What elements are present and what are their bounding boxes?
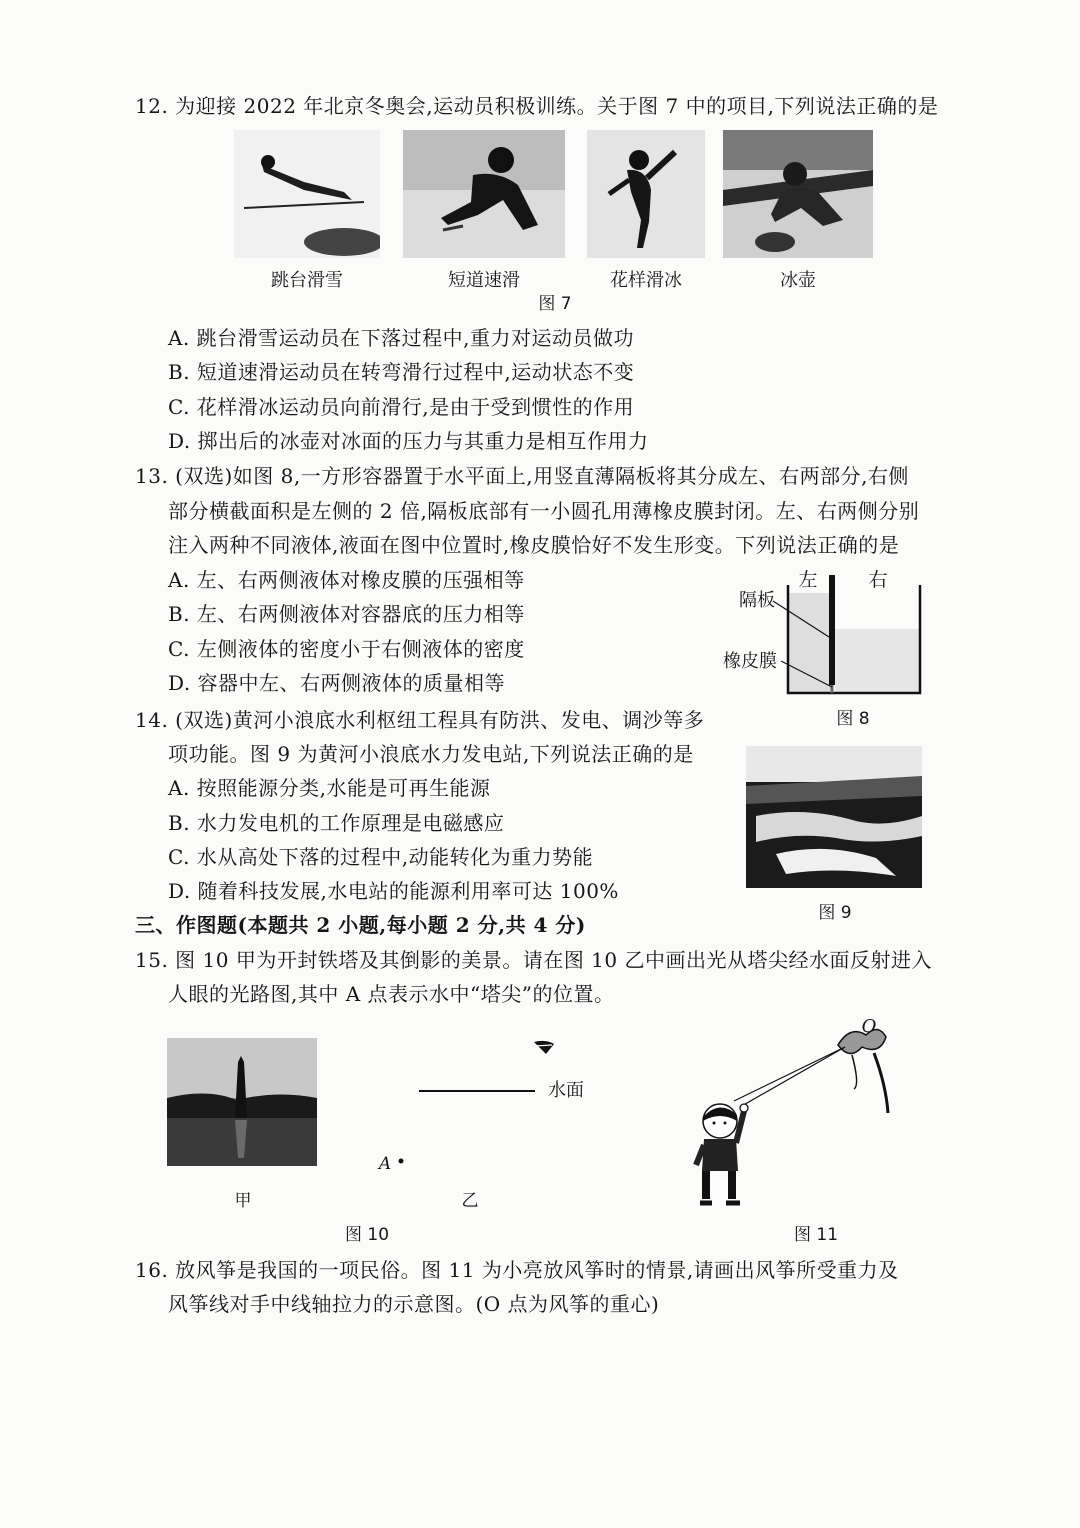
photo-label-figure-skating: 花样滑冰 — [610, 270, 682, 291]
fig8-right-label: 右 — [868, 569, 888, 591]
question-13-stem-line3: 注入两种不同液体,液面在图中位置时,橡皮膜恰好不发生形变。下列说法正确的是 — [168, 533, 900, 557]
water-surface-label: 水面 — [548, 1080, 584, 1101]
q12-option-b: B. 短道速滑运动员在转弯滑行过程中,运动状态不变 — [168, 360, 635, 384]
fig8-membrane-label: 橡皮膜 — [723, 651, 777, 672]
figure-10-yi-diagram — [370, 1030, 610, 1180]
question-14-stem-line2: 项功能。图 9 为黄河小浪底水力发电站,下列说法正确的是 — [168, 742, 694, 766]
photo-label-short-track: 短道速滑 — [448, 270, 520, 291]
question-13-stem-line2: 部分横截面积是左侧的 2 倍,隔板底部有一小圆孔用薄橡皮膜封闭。左、右两侧分别 — [168, 499, 920, 523]
question-13-stem-line1: 13. (双选)如图 8,一方形容器置于水平面上,用竖直薄隔板将其分成左、右两部分,右侧 — [135, 464, 909, 488]
kite-point-o-label: O — [861, 1016, 877, 1037]
partition-board — [829, 575, 835, 685]
q14-option-c: C. 水从高处下落的过程中,动能转化为重力势能 — [168, 845, 594, 869]
fig10-yi-label: 乙 — [461, 1191, 479, 1211]
q13-option-c: C. 左侧液体的密度小于右侧液体的密度 — [168, 637, 525, 661]
q12-option-d: D. 掷出后的冰壶对冰面的压力与其重力是相互作用力 — [168, 429, 649, 453]
question-12-stem: 12. 为迎接 2022 年北京冬奥会,运动员积极训练。关于图 7 中的项目,下列说法正确的是 — [135, 94, 939, 118]
eye-icon — [534, 1041, 554, 1054]
q14-option-a: A. 按照能源分类,水能是可再生能源 — [168, 776, 491, 800]
figure-10-caption: 图 10 — [344, 1225, 390, 1245]
hydropower-station-photo — [746, 746, 922, 888]
point-a-label: A — [378, 1154, 392, 1174]
q12-option-a: A. 跳台滑雪运动员在下落过程中,重力对运动员做功 — [168, 326, 635, 350]
photo-label-curling: 冰壶 — [780, 270, 816, 291]
photo-label-ski-jumping: 跳台滑雪 — [271, 270, 343, 291]
figure-11-kite-diagram — [690, 1015, 900, 1215]
q14-option-d: D. 随着科技发展,水电站的能源利用率可达 100% — [168, 879, 619, 903]
right-liquid — [835, 629, 920, 693]
figure-11-caption: 图 11 — [793, 1225, 839, 1245]
left-liquid — [788, 593, 831, 693]
q14-option-b: B. 水力发电机的工作原理是电磁感应 — [168, 811, 505, 835]
question-14-stem-line1: 14. (双选)黄河小浪底水利枢纽工程具有防洪、发电、调沙等多 — [135, 708, 705, 732]
ski-jumping-photo — [234, 130, 380, 258]
question-15-stem-line2: 人眼的光路图,其中 A 点表示水中“塔尖”的位置。 — [168, 982, 615, 1006]
curling-photo — [723, 130, 873, 258]
iron-tower-photo — [167, 1038, 317, 1166]
question-16-stem-line2: 风筝线对手中线轴拉力的示意图。(O 点为风筝的重心) — [168, 1292, 660, 1316]
fig10-jia-label: 甲 — [234, 1191, 252, 1211]
section-3-heading: 三、作图题(本题共 2 小题,每小题 2 分,共 4 分) — [135, 913, 586, 937]
point-a-dot — [399, 1159, 404, 1164]
figure-skating-photo — [587, 130, 705, 258]
boy-figure — [696, 1104, 748, 1203]
fig8-partition-label: 隔板 — [739, 590, 775, 611]
fig8-left-label: 左 — [798, 569, 818, 591]
q13-option-b: B. 左、右两侧液体对容器底的压力相等 — [168, 602, 525, 626]
question-16-stem-line1: 16. 放风筝是我国的一项民俗。图 11 为小亮放风筝时的情景,请画出风筝所受重力及 — [135, 1258, 899, 1282]
q13-option-a: A. 左、右两侧液体对橡皮膜的压强相等 — [168, 568, 525, 592]
short-track-photo — [403, 130, 565, 258]
figure-9-caption: 图 9 — [818, 903, 852, 923]
figure-8-caption: 图 8 — [836, 709, 870, 729]
q13-option-d: D. 容器中左、右两侧液体的质量相等 — [168, 671, 506, 695]
q12-option-c: C. 花样滑冰运动员向前滑行,是由于受到惯性的作用 — [168, 395, 635, 419]
kite-string — [740, 1047, 845, 1107]
figure-7-caption: 图 7 — [538, 294, 572, 314]
question-15-stem-line1: 15. 图 10 甲为开封铁塔及其倒影的美景。请在图 10 乙中画出光从塔尖经水面反射进入 — [135, 948, 932, 972]
